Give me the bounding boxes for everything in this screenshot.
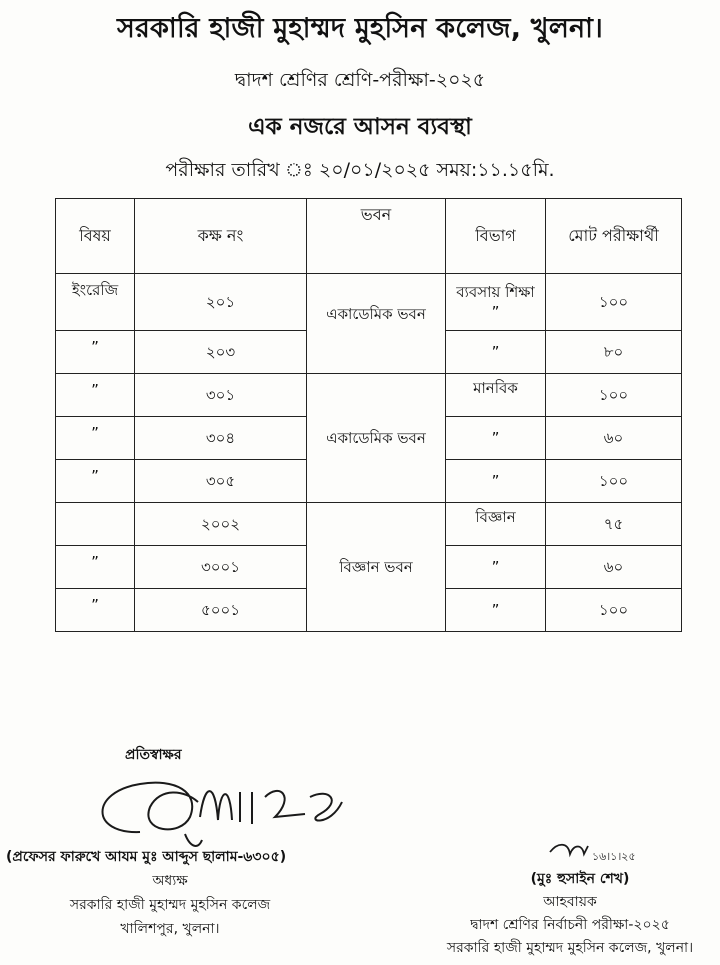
cell-total: ১০০ (546, 589, 682, 632)
convener-title: আহবায়ক (543, 894, 597, 910)
cell-room: ৩০০১ (135, 546, 307, 589)
cell-department: ” (446, 417, 546, 460)
principal-signature-block (0, 845, 340, 941)
cell-room: ৩০৫ (135, 460, 307, 503)
cell-department: ” (446, 460, 546, 503)
principal-college: সরকারি হাজী মুহাম্মদ মুহসিন কলেজ (69, 897, 271, 913)
cell-total: ১০০ (546, 460, 682, 503)
cell-room: ৩০৪ (135, 417, 307, 460)
cell-department: ” (446, 546, 546, 589)
header-department: বিভাগ (446, 199, 546, 274)
college-name-heading: সরকারি হাজী মুহাম্মদ মুহসিন কলেজ, খুলনা। (116, 13, 604, 44)
cell-room: ২০০২ (135, 503, 307, 546)
table-row (56, 503, 682, 546)
convener-signature-date: ১৬।১।২৫ (592, 850, 636, 863)
cell-subject: ” (56, 589, 135, 632)
principal-title: অধ্যক্ষ (152, 873, 188, 889)
cell-subject: ইংরেজি (56, 274, 135, 331)
cell-building: একাডেমিক ভবন (307, 274, 446, 374)
convener-exam: দ্বাদশ শ্রেণির নির্বাচনী পরীক্ষা-২০২৫ (470, 917, 670, 933)
cell-total: ১০০ (546, 374, 682, 417)
cell-department: ” (446, 589, 546, 632)
convener-college: সরকারি হাজী মুহাম্মদ মুহসিন কলেজ, খুলনা। (446, 940, 694, 956)
exam-date-time: পরীক্ষার তারিখ ঃ ২০/০১/২০২৫ সময়:১১.১৫মি. (165, 159, 555, 181)
header-subject: বিষয় (56, 199, 135, 274)
cell-department: মানবিক (446, 374, 546, 417)
cell-total: ৮০ (546, 331, 682, 374)
principal-signature-scribble (80, 762, 360, 857)
convener-name: (মুঃ হুসাইন শেখ) (530, 871, 630, 887)
header-total: মোট পরীক্ষার্থী (546, 199, 682, 274)
cell-department: ব্যবসায় শিক্ষা ” (446, 274, 546, 331)
cell-room: ২০৩ (135, 331, 307, 374)
document-title: এক নজরে আসন ব্যবস্থা (248, 114, 472, 140)
cell-total: ৬০ (546, 417, 682, 460)
convener-signature-block (420, 868, 720, 960)
table-row (56, 374, 682, 417)
cell-building: একাডেমিক ভবন (307, 374, 446, 503)
cell-total: ১০০ (546, 274, 682, 331)
table-row (56, 274, 682, 331)
cell-room: ৩০১ (135, 374, 307, 417)
cell-total: ৭৫ (546, 503, 682, 546)
cell-subject: ” (56, 417, 135, 460)
cell-subject: ” (56, 460, 135, 503)
cell-subject: ” (56, 374, 135, 417)
cell-subject: ” (56, 546, 135, 589)
cell-room: ৫০০১ (135, 589, 307, 632)
cell-department: বিজ্ঞান (446, 503, 546, 546)
header-building: ভবন (307, 199, 446, 274)
countersign-label: প্রতিস্বাক্ষর (125, 747, 182, 763)
principal-name: (প্রফেসর ফারুখে আযম মুঃ আব্দুস ছালাম-৬৩০৫) (6, 849, 287, 865)
exam-name: দ্বাদশ শ্রেণির শ্রেণি-পরীক্ষা-২০২৫ (234, 69, 486, 91)
principal-address: খালিশপুর, খুলনা। (120, 921, 220, 937)
cell-total: ৬০ (546, 546, 682, 589)
cell-subject: ” (56, 331, 135, 374)
cell-building: বিজ্ঞান ভবন (307, 503, 446, 632)
table-header-row (56, 199, 682, 274)
seat-arrangement-table (55, 198, 682, 632)
header-room: কক্ষ নং (135, 199, 307, 274)
cell-department: ” (446, 331, 546, 374)
cell-room: ২০১ (135, 274, 307, 331)
cell-subject (56, 503, 135, 546)
